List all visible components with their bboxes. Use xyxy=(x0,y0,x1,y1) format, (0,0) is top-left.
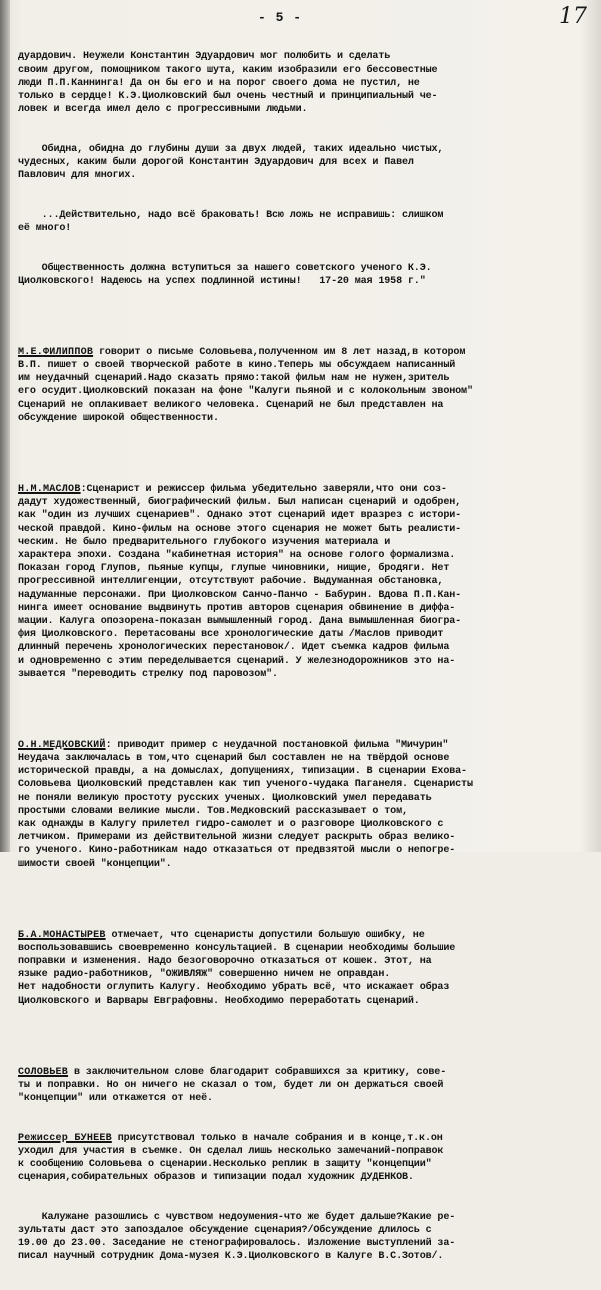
paragraph-letter-end xyxy=(18,50,589,116)
paragraph-text: в заключительном слове благодарит собравшихся за критику, сове- ты и поправки. Но он ничего не сказал о том, будет ли он держаться своей "концепции" или откажется от неё. xyxy=(18,1066,447,1105)
paragraph-text: дуардович. Неужели Константин Эдуардович мог полюбить и сделать своим другом, помощником такого шута, каким изобразили его бессовестные люди П.П.Каннинга! Да он бы его и на порог своего дома не пустил, не только в сердце! К.Э.Циолковский был очень честный и принципиальный че- ловек и всегда имел дело с прогрессивными людьми. xyxy=(18,51,438,116)
paragraph-monastyrev xyxy=(18,929,589,1008)
paragraph-text: отмечает, что сценаристы допустили большую ошибку, не воспользовавшись своевременно консультацией. В сценарии необходимы большие поправки и изменения. Надо безоговорочно отказаться от кошек. Этот, на языке радио-работников, "ОЖИВЛЯЖ" совершенно ничем не оправдан. Нет надобности оглупить Калугу. Необходимо убрать всё, что искажает образ Циолковского и Варвары Евграфовны. Необходимо переработать сценарий. xyxy=(18,929,456,1007)
paragraph-text: :Сценарист и режиссер фильма убедительно заверяли,что они соз- дадут художественный, биографический фильм. Был написан сценарий и одобрен, как "один из лучших сценариев". Однако этот сценарий идет вразрез с истори- ческой правдой. Кино-фильм на основе этого сценария не может быть реалисти- ческим. Не было предварительного глубокого изучения материала и характера эпохи. Создана "кабинетная история" на основе голого формализма. Показан город Глупов, пьяные купцы, глупые чиновники, нищие, бродяги. Нет прогрессивной интеллигенции, отсутствуют рабочие. Выдуманная обстановка, надуманные персонажи. При Циолковском Санчо-Панчо - Бабурин. Вдова П.П.Кан- нинга имеет основание выдвинуть против авторов сценария обвинение в диффа- мации. Калуга опозорена-показан вымышленный город. Дана вымышленная биогра- фия Циолковского. Перетасованы все хронологические даты /Маслов приводит длинный перечень хронологических перестановок/. Идет съемка кадров фильма и одновременно с этим переделывается сценарий. У железнодорожников это на- зывается "переводить стрелку под паровозом". xyxy=(18,483,462,680)
body-text xyxy=(18,24,589,1290)
handwritten-archive-mark: 17 xyxy=(559,4,587,29)
paragraph-text: : приводит пример с неудачной постановкой фильма "Мичурин" Неудача заключалась в том,что сценарий был составлен не на твёрдой основе исторической правды, а на домыслах, допущениях, типизации. В сценарии Ехова- Соловьева Циолковский представлен как тип ученого-чудака Паганеля. Сценаристы не поняли великую простоту русских ученых. Циолковский умел передавать простыми словами великие мысли. Тов.Медковский рассказывает о том, как однажды в Калугу прилетел гидро-самолет и о разговоре Циолковского с летчиком. Примерами из действительной жизни следует раскрыть образ велико- го ученого. Кино-работникам надо отказаться от предвзятой мысли о непогре- шимости своей "концепции". xyxy=(18,739,473,870)
paragraph-text: Общественность должна вступиться за нашего советского ученого К.Э. Циолковского! Надеюсь на успех подлинной истины! 17-20 мая 1958 г." xyxy=(18,262,432,287)
page-number: - 5 - xyxy=(258,10,303,25)
paragraph-text: присутствовал только в начале собрания и в конце,т.к.он уходил для участия в съемке. Он сделал лишь несколько замечаний-поправок к сообщению Соловьева о сценарии.Несколько реплик в защиту "концепции" сценария,собирательных образов и типизации подал художник ДУДЕНКОВ. xyxy=(18,1132,444,1184)
paragraph-letter-offense xyxy=(18,143,589,183)
speaker-name: Режиссер БУНЕЕВ xyxy=(18,1132,112,1144)
paragraph-text: говорит о письме Соловьева,полученном им 8 лет назад,в котором В.П. пишет о своей творческой работе в кино.Теперь мы обсуждаем написанный им неудачный сценарий.Надо сказать прямо:такой фильм нам не нужен,зритель его осудит.Циолковский показан на фоне "Калуги пьяной и с колокольным звоном" Сценарий не оплакивает великого человека. Сценарий не был представлен на обсуждение широкой общественности. xyxy=(18,346,473,424)
paragraph-text: Калужане разошлись с чувством недоумения-что же будет дальше?Какие ре- зультаты даст это запоздалое обсуждение сценария?/Обсуждение длилось с 19.00 до 23.00. Заседание не стенографировалось. Изложение выступлений за- писал научный сотрудник Дома-музея К.Э.Циолковского в Калуге В.С.Зотов/. xyxy=(18,1211,456,1263)
paragraph-letter-reject xyxy=(18,209,589,235)
paragraph-maslov xyxy=(18,483,589,681)
speaker-name: О.Н.МЕДКОВСКИЙ xyxy=(18,739,106,751)
paragraph-text: Обидна, обидна до глубины души за двух людей, таких идеально чистых, чудесных, каким были дорогой Константин Эдуардович для всех и Павел Павлович для многих. xyxy=(18,143,444,182)
speaker-name: СОЛОВЬЕВ xyxy=(18,1066,69,1078)
paragraph-soloviev xyxy=(18,1066,589,1106)
speaker-name: М.Е.ФИЛИППОВ xyxy=(18,346,94,358)
paragraph-closing xyxy=(18,1211,589,1264)
paragraph-filippov xyxy=(18,346,589,425)
speaker-name: Б.А.МОНАСТЫРЕВ xyxy=(18,929,106,941)
paragraph-buneev xyxy=(18,1132,589,1185)
paragraph-letter-signature xyxy=(18,262,589,288)
speaker-name: Н.М.МАСЛОВ xyxy=(18,483,81,495)
paragraph-medkovsky xyxy=(18,739,589,871)
paragraph-text: ...Действительно, надо всё браковать! Всю ложь не исправишь: слишком её много! xyxy=(18,209,444,235)
